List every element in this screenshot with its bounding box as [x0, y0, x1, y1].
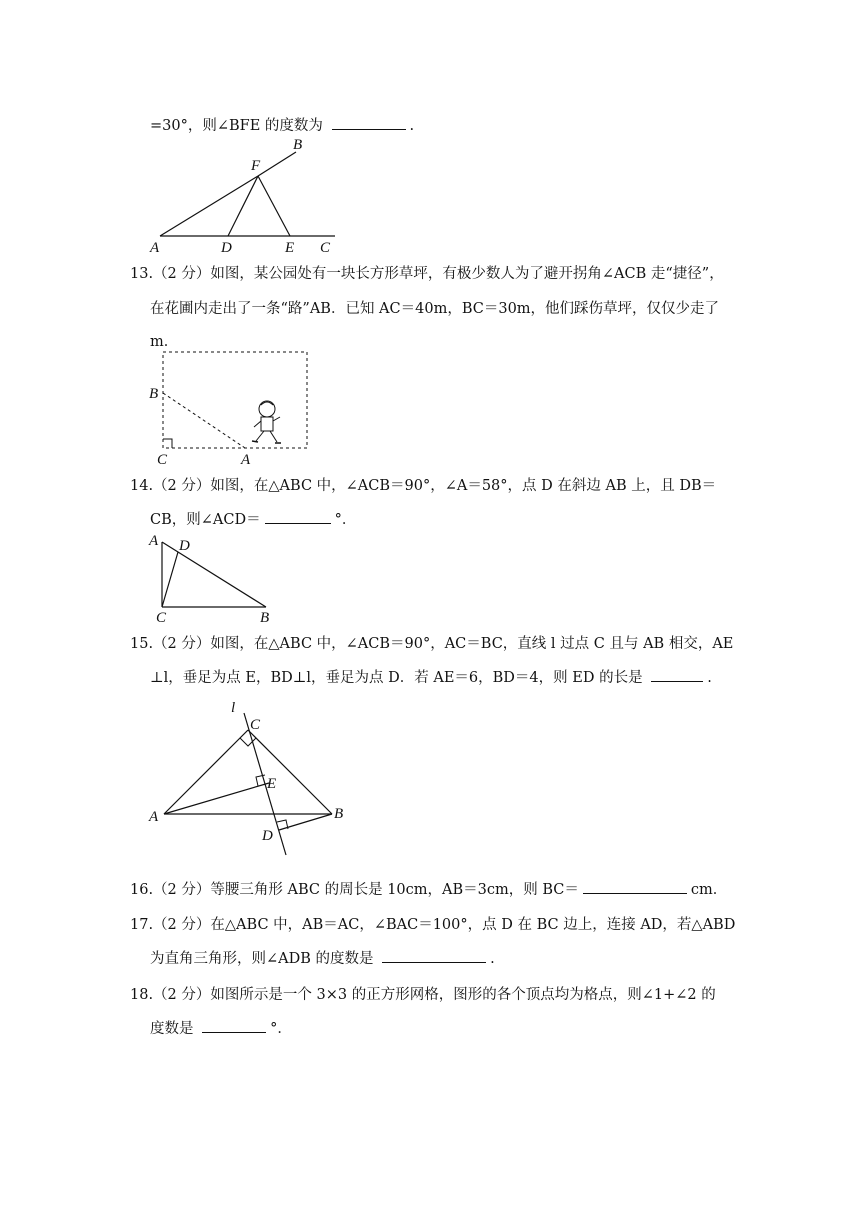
fig14-label-A: A [149, 533, 159, 549]
fig12-label-C: C [320, 240, 331, 256]
fig12-label-A: A [150, 240, 160, 256]
q14-line2 [150, 508, 356, 529]
figure-q12 [140, 132, 350, 257]
fig13-label-A: A [241, 452, 251, 467]
q16-pre: 16.（2 分）等腰三角形 ABC 的周长是 10cm，AB＝3cm，则 BC＝ [130, 882, 579, 898]
q14-answer-blank[interactable] [265, 509, 331, 524]
fig15-label-l: l [231, 700, 236, 716]
fig14-label-C: C [156, 610, 167, 625]
fig15-label-B: B [334, 806, 344, 822]
fig12-label-B: B [293, 137, 303, 153]
q15-line1: 15.（2 分）如图，在△ABC 中，∠ACB＝90°，AC＝BC，直线 l 过点 C 且与 AB 相交，AE [130, 636, 734, 652]
q17-line2: 为直角三角形，则∠ADB 的度数是 . [150, 947, 495, 968]
q12-tail: =30°，则∠BFE 的度数为 [150, 118, 323, 134]
q15-line2: ⊥l，垂足为点 E，BD⊥l，垂足为点 D．若 AE＝6，BD＝4，则 ED 的长是 . [150, 666, 712, 687]
fig14-label-D: D [179, 538, 190, 554]
q14-line2-pre: CB，则∠ACD＝ [150, 512, 261, 528]
q15-answer-blank[interactable] [651, 667, 703, 682]
q18-line2 [150, 1017, 292, 1038]
q16-answer-blank[interactable] [583, 879, 687, 894]
q17-line2-text: 为直角三角形，则∠ADB 的度数是 [150, 951, 374, 967]
fig13-label-B: B [149, 386, 159, 402]
q15-line2-text: ⊥l，垂足为点 E，BD⊥l，垂足为点 D．若 AE＝6，BD＝4，则 ED 的长是 [150, 670, 643, 686]
fig13-label-C: C [157, 452, 168, 467]
fig15-label-A: A [149, 809, 159, 825]
fig14-label-B: B [260, 610, 270, 625]
q13-line2: 在花圃内走出了一条“路”AB．已知 AC＝40m，BC＝30m，他们踩伤草坪，仅仅少走了 [150, 301, 720, 317]
q13-line3: m． [150, 334, 179, 350]
q17-line1: 17.（2 分）在△ABC 中，AB＝AC，∠BAC＝100°，点 D 在 BC 边上，连接 AD，若△ABD [130, 917, 736, 933]
fig15-label-D: D [262, 828, 273, 844]
q16-line [130, 878, 727, 899]
q17-answer-blank[interactable] [382, 948, 486, 963]
fig12-label-E: E [285, 240, 295, 256]
q18-line1: 18.（2 分）如图所示是一个 3×3 的正方形网格，图形的各个顶点均为格点，则∠1+∠2 的 [130, 987, 716, 1003]
fig15-label-C: C [250, 717, 261, 733]
q12-text: =30°，则∠BFE 的度数为 . [150, 114, 414, 135]
q18-answer-blank[interactable] [202, 1018, 266, 1033]
q18-line2-pre: 度数是 [150, 1021, 194, 1037]
q14-line2-post: °． [334, 512, 357, 528]
figure-q14 [140, 530, 285, 625]
fig12-label-F: F [251, 158, 261, 174]
figure-q13 [140, 345, 320, 467]
q13-line1: 13.（2 分）如图，某公园处有一块长方形草坪，有极少数人为了避开拐角∠ACB 走“捷径”， [130, 266, 724, 282]
q12-answer-blank[interactable] [332, 115, 406, 130]
q16-post: cm． [690, 882, 728, 898]
q18-line2-post: °． [270, 1021, 292, 1037]
q14-line1: 14.（2 分）如图，在△ABC 中，∠ACB＝90°，∠A＝58°，点 D 在斜边 AB 上，且 DB＝ [130, 478, 717, 494]
fig12-label-D: D [221, 240, 232, 256]
walking-person-icon [252, 401, 281, 443]
figure-q15 [140, 695, 360, 860]
fig15-label-E: E [267, 776, 277, 792]
